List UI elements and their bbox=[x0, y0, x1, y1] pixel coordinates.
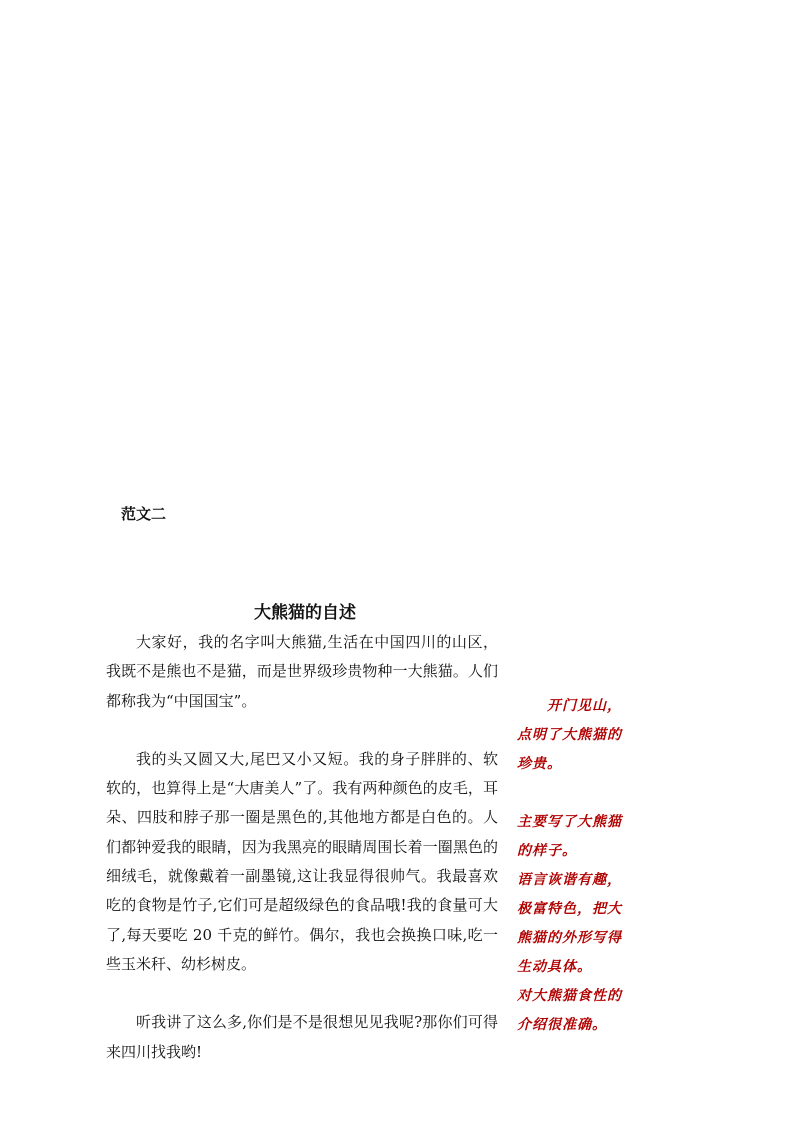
essay-paragraph: 我的头又圆又大,尾巴又小又短。我的身子胖胖的、软软的，也算得上是“大唐美人”了。我有两种颜色的皮毛，耳朵、四肢和脖子那一圈是黑色的,其他地方都是白色的。人们都钟爱我的眼睛，因为我黑亮的眼睛周围长着一圈黑色的细绒毛，就像戴着一副墨镜,这让我显得很帅气。我最喜欢吃的食物是竹子,它们可是超级绿色的食品哦!我的食量可大了,每天要吃 20 千克的鲜竹。偶尔，我也会换换口味,吃一些玉米秆、幼杉树皮。 bbox=[106, 749, 498, 973]
essay-paragraph: 听我讲了这么多,你们是不是很想见见我呢?那你们可得来四川找我哟! bbox=[106, 1013, 498, 1061]
essay-body bbox=[106, 628, 498, 1067]
margin-annotations bbox=[517, 692, 632, 1040]
annotation: 对大熊猫食性的介绍很准确。 bbox=[517, 988, 622, 1033]
section-label: 范文二 bbox=[121, 505, 167, 523]
annotation: 开门见山，点明了大熊猫的珍贵。 bbox=[517, 698, 622, 772]
essay-title: 大熊猫的自述 bbox=[254, 603, 356, 623]
essay-paragraph: 大家好，我的名字叫大熊猫,生活在中国四川的山区，我既不是熊也不是猫，而是世界级珍贵物种一大熊猫。人们都称我为“中国国宝”。 bbox=[106, 633, 498, 710]
annotation: 语言诙谐有趣，极富特色，把大熊猫的外形写得生动具体。 bbox=[517, 872, 622, 975]
annotation: 主要写了大熊猫的样子。 bbox=[517, 814, 622, 859]
